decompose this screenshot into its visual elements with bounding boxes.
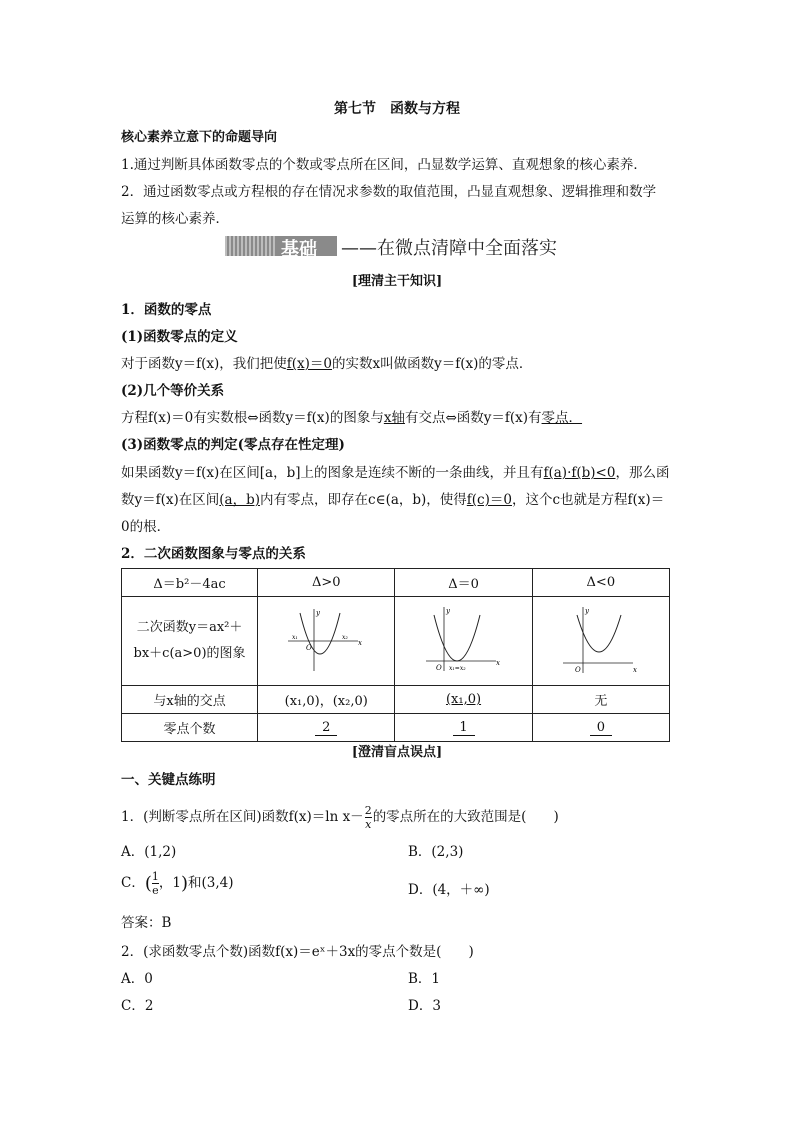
x1-label: x₁ xyxy=(292,634,299,641)
q1-option-d: D．(4，＋∞) xyxy=(408,882,490,898)
theorem-line-3: 0的根． xyxy=(121,519,171,535)
page-title: 第七节 函数与方程 xyxy=(334,101,460,117)
y-axis-label: y xyxy=(445,607,450,615)
equivalence-line: 方程f(x)＝0有实数根⇔函数y＝f(x)的图象与x轴有交点⇔函数y＝f(x)有零点． xyxy=(121,410,583,426)
heading-equivalence: (2)几个等价关系 xyxy=(121,383,225,399)
theorem-line-1: 如果函数y＝f(x)在区间[a，b]上的图象是连续不断的一条曲线，并且有f(a)·f(b)<0，那么函 xyxy=(121,465,670,481)
question-1: 1．(判断零点所在区间)函数f(x)＝ln x－ $\frac{2}{x}$ 的零点所在的大致范围是( ) xyxy=(121,804,559,831)
fraction-1-over-e: $\frac{1}{e}$ xyxy=(151,870,159,897)
q1-option-b: B．(2,3) xyxy=(408,844,464,860)
quadratic-table xyxy=(121,568,670,742)
x2-label: x₂ xyxy=(342,634,349,641)
definition-line: 对于函数y＝f(x)，我们把使f(x)＝0的实数x叫做函数y＝f(x)的零点． xyxy=(121,356,533,372)
intersect-row-label: 与x轴的交点 xyxy=(122,686,258,714)
core-item-2: 2．通过函数零点或方程根的存在情况求参数的取值范围，凸显直观想象、逻辑推理和数学 xyxy=(121,184,657,200)
count-row-label: 零点个数 xyxy=(122,714,258,742)
x-axis-label: x xyxy=(358,639,363,647)
table-header-cell: Δ>0 xyxy=(258,569,395,597)
graph-one-root xyxy=(395,597,532,686)
origin-label: O xyxy=(435,664,442,672)
count-value: 2 xyxy=(258,714,395,742)
banner-word: 基础 xyxy=(281,239,317,260)
count-value: 1 xyxy=(395,714,532,742)
graph-two-roots xyxy=(258,597,395,686)
table-row xyxy=(122,686,670,714)
x1-x2-label: x₁=x₂ xyxy=(448,665,466,672)
fraction-2-over-x: $\frac{2}{x}$ xyxy=(364,804,372,831)
x-axis-label: x xyxy=(495,659,500,667)
heading-key-points: 一、关键点练明 xyxy=(121,772,216,788)
q1-option-c: C．( $\frac{1}{e}$ ，1)和(3,4) xyxy=(121,870,234,897)
y-axis-label: y xyxy=(584,607,589,615)
table-row xyxy=(122,597,670,686)
heading-zero-point: 1．函数的零点 xyxy=(121,302,212,318)
origin-label: O xyxy=(306,644,312,652)
banner-subtitle: ——在微点清障中全面落实 xyxy=(341,238,557,259)
count-value: 0 xyxy=(532,714,669,742)
q2-option-b: B．1 xyxy=(408,971,441,987)
q2-option-a: A．0 xyxy=(121,971,153,987)
q2-option-c: C．2 xyxy=(121,998,154,1014)
heading-quadratic: 2．二次函数图象与零点的关系 xyxy=(121,546,306,562)
equivalence-blank-1: x轴 xyxy=(383,410,405,426)
parabola-one-root-graph xyxy=(424,603,504,675)
graph-row-label: 二次函数y＝ax²＋bx＋c(a>0)的图象 xyxy=(122,597,258,686)
heading-definition: (1)函数零点的定义 xyxy=(121,329,238,345)
parabola-two-roots-graph xyxy=(286,605,366,673)
core-heading: 核心素养立意下的命题导向 xyxy=(121,130,278,145)
table-header-cell: Δ<0 xyxy=(532,569,669,597)
theorem-blank-2: (a，b) xyxy=(219,492,261,508)
y-axis-label: y xyxy=(316,609,321,617)
section2-title: [澄清盲点误点] xyxy=(351,745,443,760)
theorem-blank-1: f(a)·f(b)<0 xyxy=(543,465,616,481)
core-item-3: 运算的核心素养． xyxy=(121,211,229,227)
section1-title: [理清主干知识] xyxy=(351,274,443,289)
question-2: 2．(求函数零点个数)函数f(x)＝eˣ＋3x的零点个数是( ) xyxy=(121,944,474,960)
definition-blank: f(x)＝0 xyxy=(286,356,333,372)
intersect-value: (x₁,0)，(x₂,0) xyxy=(258,686,395,714)
table-row xyxy=(122,569,670,597)
heading-theorem: (3)函数零点的判定(零点存在性定理) xyxy=(121,437,345,453)
q2-option-d: D．3 xyxy=(408,998,441,1014)
table-header-cell: Δ＝b²－4ac xyxy=(122,569,258,597)
intersect-value: 无 xyxy=(532,686,669,714)
parabola-no-root-graph xyxy=(561,603,641,675)
x-axis-label: x xyxy=(632,666,637,674)
graph-no-root xyxy=(532,597,669,686)
intersect-value: (x₁,0) xyxy=(395,686,532,714)
table-header-cell: Δ＝0 xyxy=(395,569,532,597)
theorem-blank-3: f(c)＝0 xyxy=(466,492,512,508)
table-row xyxy=(122,714,670,742)
origin-label: O xyxy=(574,666,581,674)
theorem-line-2: 数y＝f(x)在区间(a，b)内有零点，即存在c∈(a，b)，使得f(c)＝0，这个c也就是方程f(x)＝ xyxy=(121,492,665,508)
q1-option-a: A．(1,2) xyxy=(121,844,177,860)
equivalence-blank-2: 零点． xyxy=(541,410,583,426)
core-item-1: 1.通过判断具体函数零点的个数或零点所在区间，凸显数学运算、直观想象的核心素养． xyxy=(121,157,647,173)
q1-answer: 答案：B xyxy=(121,915,172,931)
